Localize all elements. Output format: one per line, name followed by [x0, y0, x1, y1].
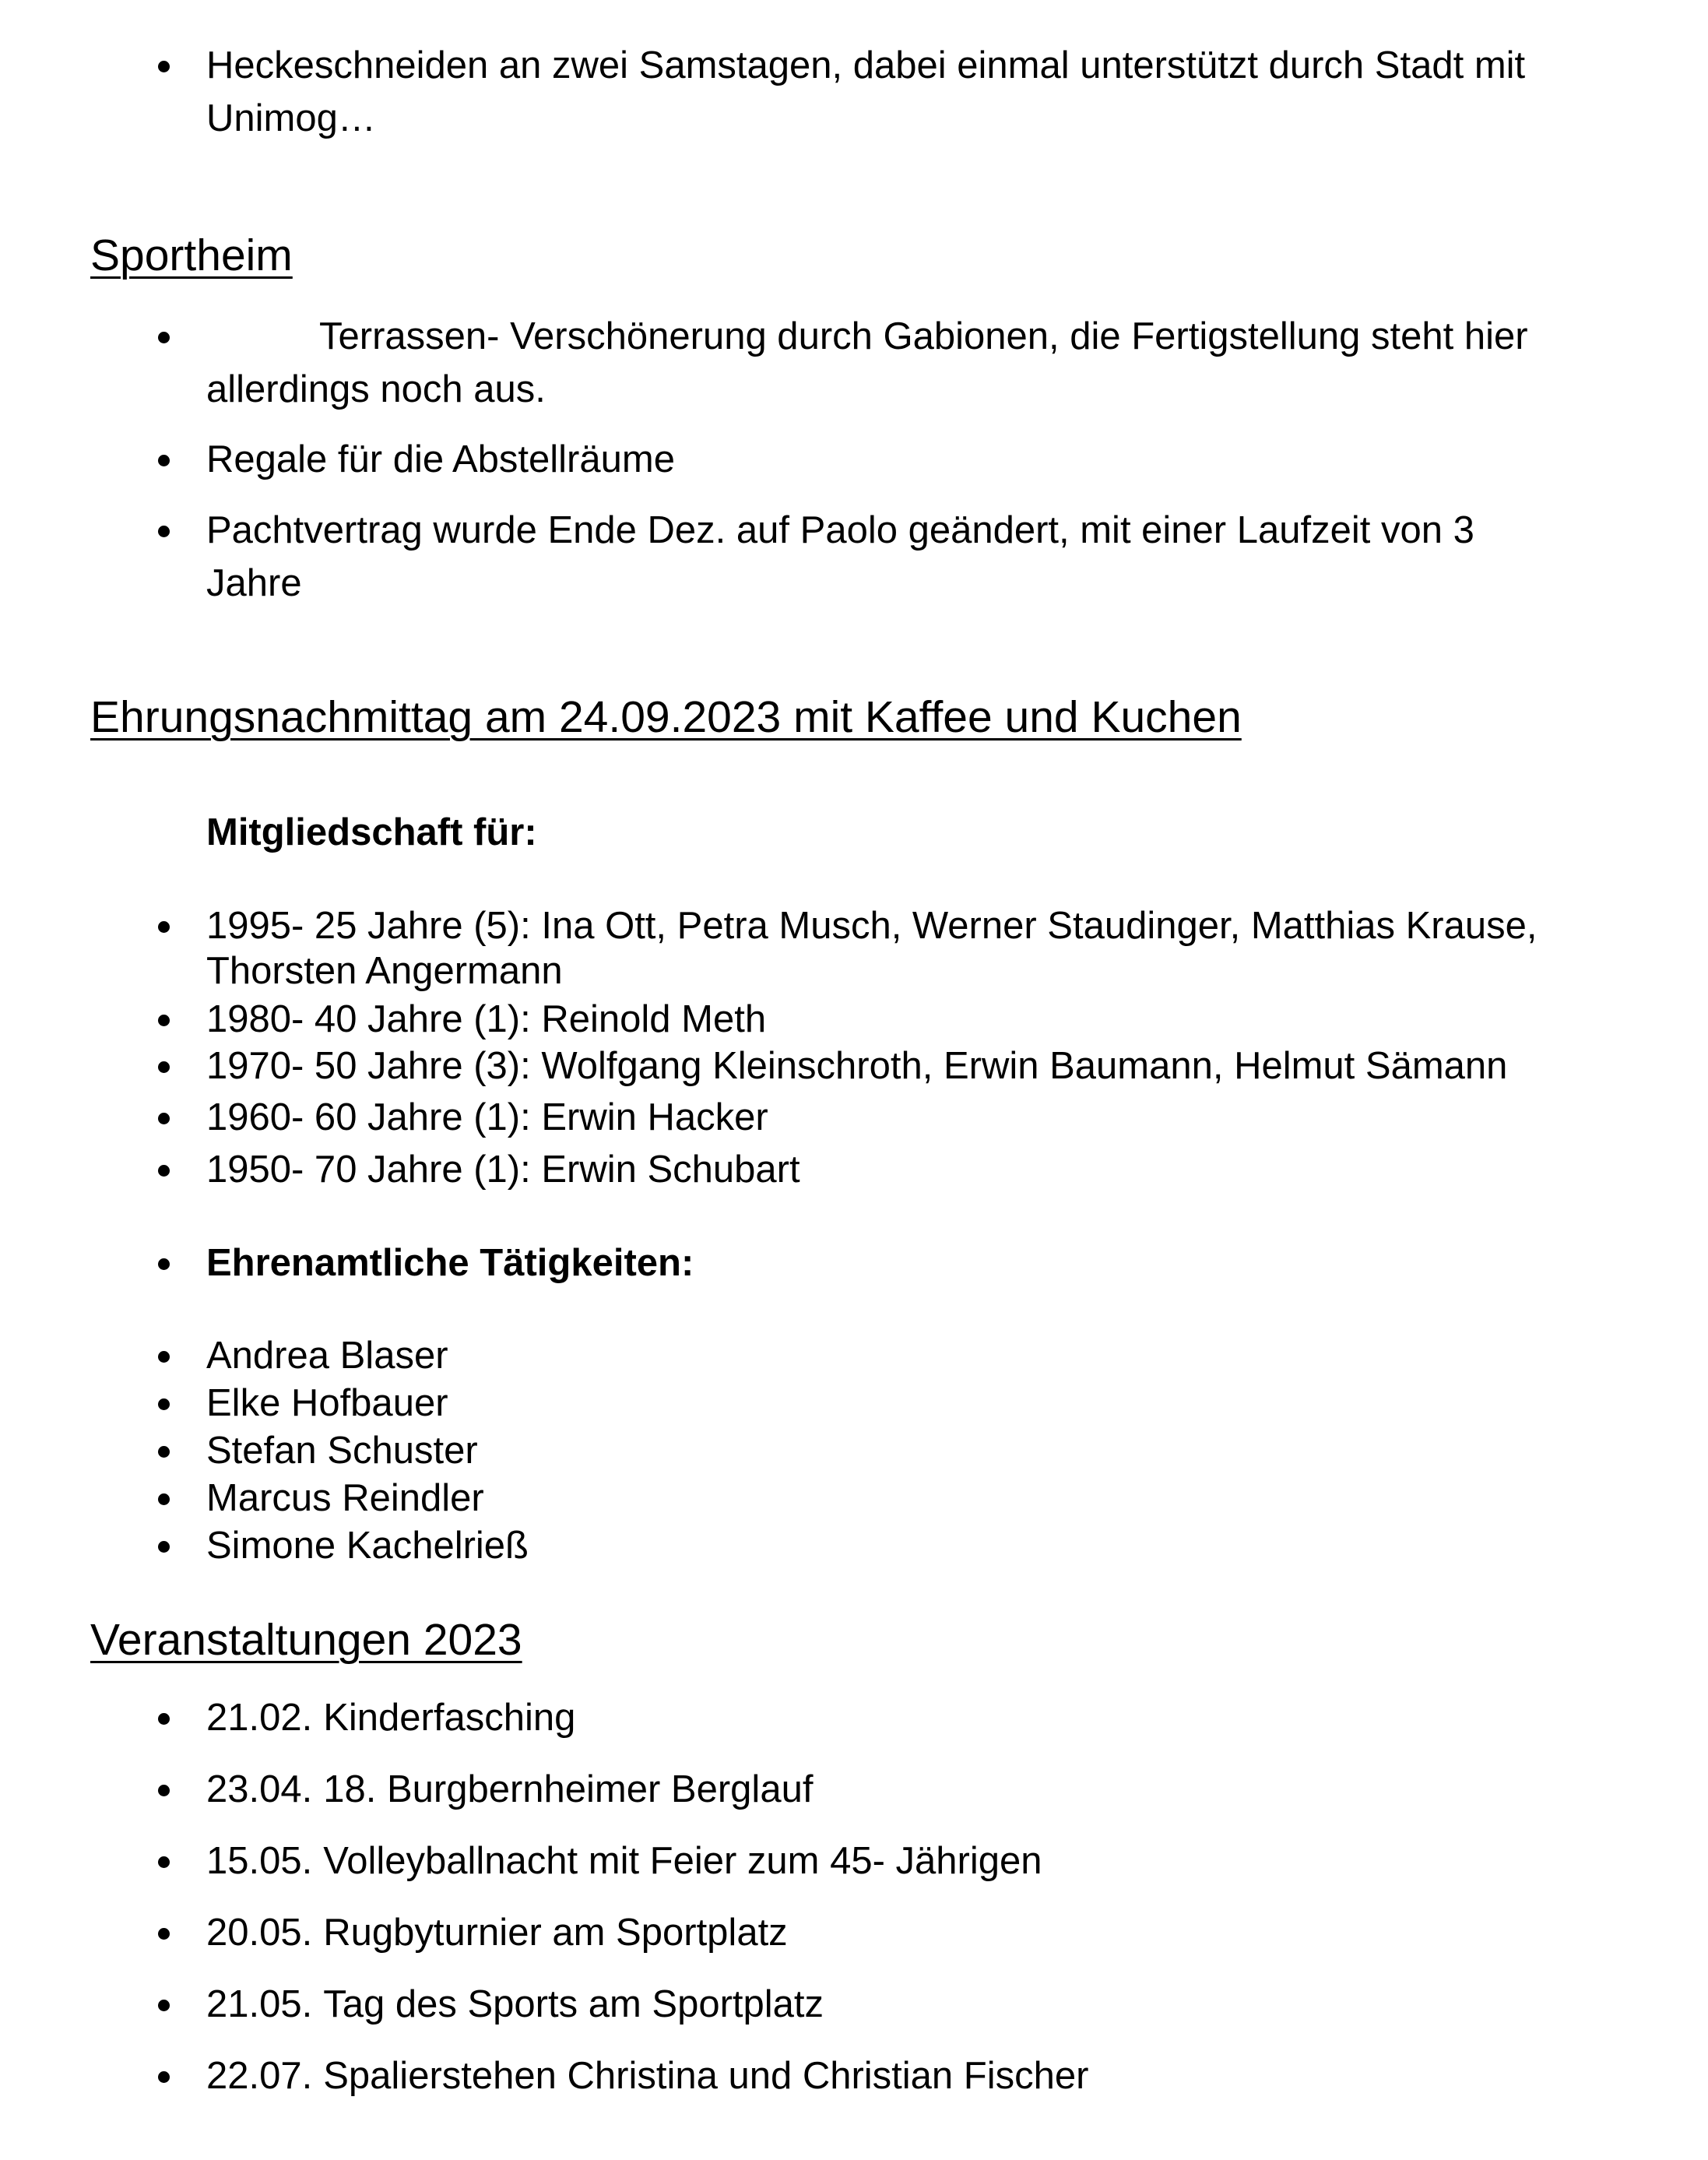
list-item	[206, 1095, 1576, 1140]
bullet-icon	[158, 1541, 170, 1553]
section-heading-sportheim: Sportheim	[90, 230, 293, 280]
list-item-text: Marcus Reindler	[206, 1477, 484, 1519]
list-item-text: Andrea Blaser	[206, 1335, 448, 1377]
event-date: 21.05.	[206, 1983, 313, 2025]
list-item	[206, 903, 1576, 994]
bullet-icon	[158, 1493, 170, 1505]
bullet-icon	[158, 1351, 170, 1363]
list-item	[206, 1691, 1576, 1744]
bullet-icon	[158, 61, 170, 72]
bullet-icon	[158, 921, 170, 933]
list-item	[206, 1476, 1576, 1521]
list-item	[206, 1906, 1576, 1959]
list-item-text: Regale für die Abstellräume	[206, 438, 675, 480]
list-item	[206, 2049, 1576, 2102]
bullet-icon	[158, 1015, 170, 1026]
bullet-icon	[158, 1258, 170, 1270]
list-item	[206, 1523, 1576, 1568]
event-date: 23.04.	[206, 1768, 313, 1810]
event-text: Spalierstehen Christina und Christian Fischer	[323, 2055, 1089, 2097]
bullet-icon	[158, 1061, 170, 1073]
list-item	[206, 1978, 1576, 2031]
bullet-icon	[158, 332, 170, 343]
bullet-icon	[158, 455, 170, 466]
event-date: 22.07.	[206, 2055, 313, 2097]
section-heading-veranstaltungen: Veranstaltungen 2023	[90, 1615, 522, 1665]
bullet-icon	[158, 2000, 170, 2011]
list-item	[206, 997, 1576, 1042]
list-item-text: 1950- 70 Jahre (1): Erwin Schubart	[206, 1149, 800, 1191]
event-text: Volleyballnacht mit Feier zum 45- Jährigen	[323, 1840, 1042, 1882]
bullet-icon	[158, 1928, 170, 1940]
list-item	[206, 310, 1576, 416]
event-text: Tag des Sports am Sportplatz	[323, 1983, 824, 2025]
list-item-text: 1995- 25 Jahre (5): Ina Ott, Petra Musch, Werner Staudinger, Matthias Krause, Thorsten Angermann	[206, 905, 1538, 992]
bullet-icon	[158, 1165, 170, 1177]
list-item	[206, 1763, 1576, 1816]
bullet-icon	[158, 1446, 170, 1458]
list-item	[206, 1043, 1576, 1089]
list-item	[206, 1835, 1576, 1887]
bullet-icon	[158, 2071, 170, 2083]
list-item-text: Heckeschneiden an zwei Samstagen, dabei einmal unterstützt durch Stadt mit Unimog…	[206, 44, 1526, 139]
list-item	[206, 1240, 1576, 1286]
bullet-icon	[158, 1785, 170, 1796]
event-date: 20.05.	[206, 1912, 313, 1954]
list-item	[206, 1428, 1576, 1473]
list-item	[206, 504, 1576, 610]
list-item-text: Simone Kachelrieß	[206, 1525, 529, 1567]
event-text: Kinderfasching	[323, 1697, 576, 1739]
list-item	[206, 39, 1576, 145]
list-item	[206, 1147, 1576, 1192]
list-item	[206, 1333, 1576, 1378]
list-item-text: Terrassen- Verschönerung durch Gabionen, die Fertigstellung steht hier allerdings noch aus.	[206, 315, 1528, 410]
event-text: Rugbyturnier am Sportplatz	[323, 1912, 788, 1954]
section-heading-ehrung: Ehrungsnachmittag am 24.09.2023 mit Kaffee und Kuchen	[90, 692, 1242, 742]
event-date: 15.05.	[206, 1840, 313, 1882]
list-item-text: 1960- 60 Jahre (1): Erwin Hacker	[206, 1096, 768, 1138]
list-item-text: Stefan Schuster	[206, 1430, 478, 1472]
bullet-icon	[158, 1398, 170, 1410]
list-item-text: 1970- 50 Jahre (3): Wolfgang Kleinschroth, Erwin Baumann, Helmut Sämann	[206, 1045, 1508, 1087]
list-item-text: Pachtvertrag wurde Ende Dez. auf Paolo geändert, mit einer Laufzeit von 3 Jahre	[206, 509, 1474, 604]
list-item-text: Elke Hofbauer	[206, 1382, 448, 1424]
list-item	[206, 1381, 1576, 1426]
event-date: 21.02.	[206, 1697, 313, 1739]
bullet-icon	[158, 1113, 170, 1124]
volunteer-label: Ehrenamtliche Tätigkeiten:	[206, 1242, 694, 1284]
bullet-icon	[158, 526, 170, 537]
list-item	[206, 433, 1576, 486]
list-item-text: 1980- 40 Jahre (1): Reinold Meth	[206, 998, 767, 1040]
event-text: 18. Burgbernheimer Berglauf	[323, 1768, 814, 1810]
bullet-icon	[158, 1856, 170, 1868]
membership-label: Mitgliedschaft für:	[206, 811, 537, 853]
bullet-icon	[158, 1713, 170, 1725]
